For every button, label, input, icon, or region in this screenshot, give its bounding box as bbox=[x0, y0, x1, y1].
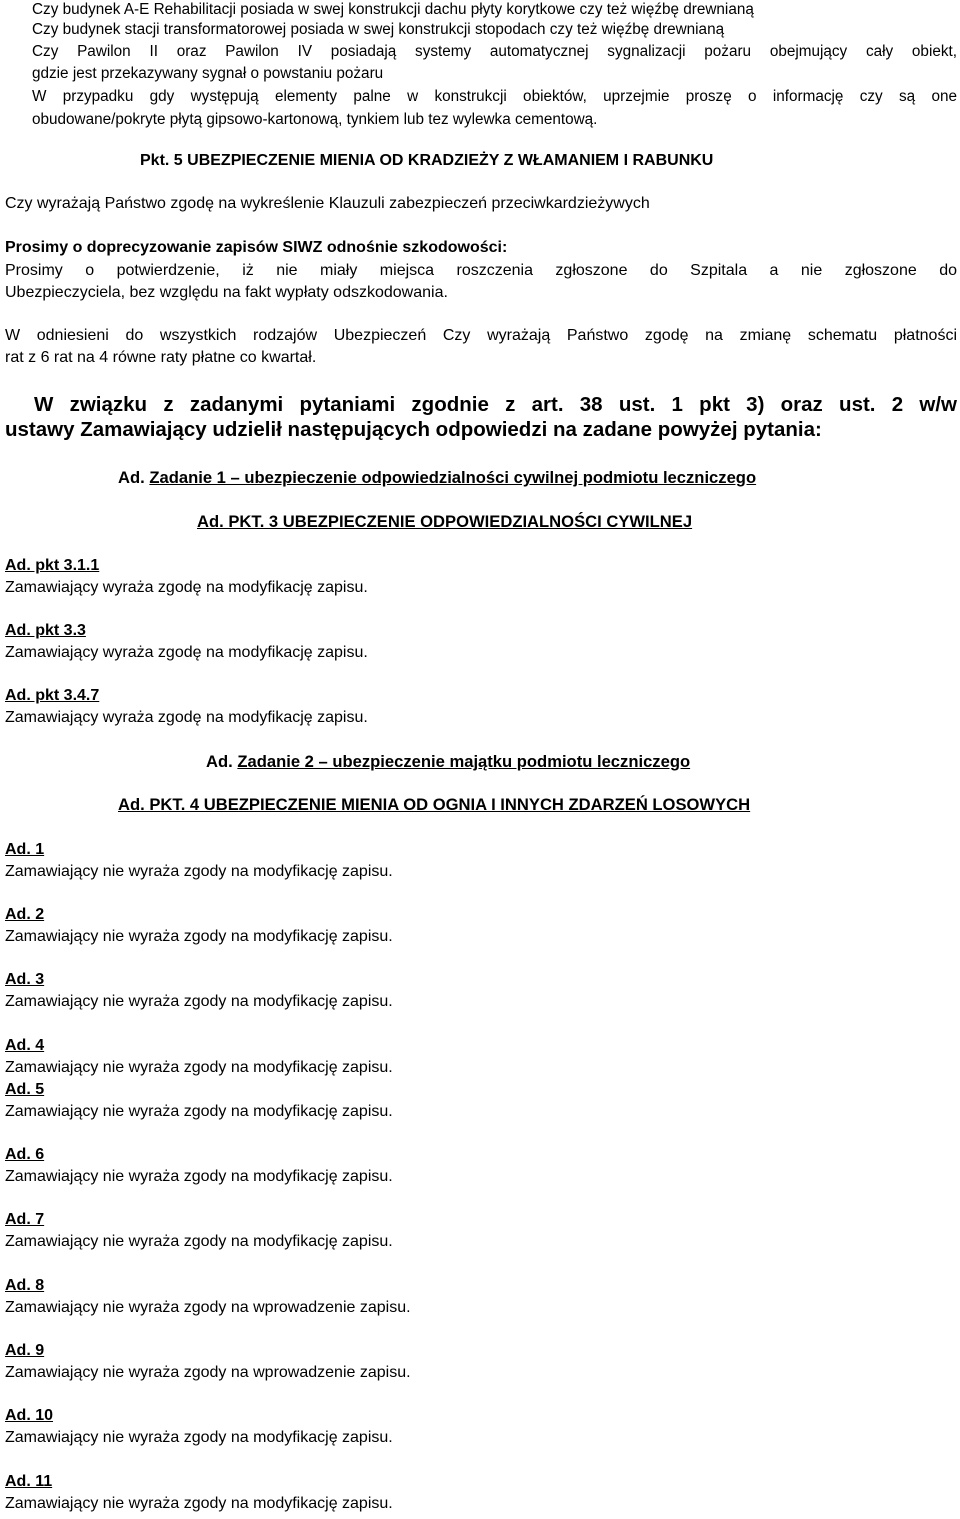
answer-label: Ad. 6 bbox=[5, 1146, 45, 1163]
answer-label: Ad. 1 bbox=[5, 841, 45, 858]
intro-line: W przypadku gdy występują elementy palne w konstrukcji obiektów, uprzejmie proszę o informację czy są one bbox=[32, 88, 957, 105]
zadanie2-ad-prefix: Ad. bbox=[206, 752, 233, 771]
answer-label: Ad. pkt 3.4.7 bbox=[5, 687, 100, 704]
answer-label: Ad. 8 bbox=[5, 1277, 45, 1294]
zadanie2-title-text: Zadanie 2 – ubezpieczenie majątku podmiotu leczniczego bbox=[237, 752, 691, 771]
answer-text: Zamawiający nie wyraża zgody na modyfikację zapisu. bbox=[5, 928, 393, 945]
intro-line: Czy budynek stacji transformatorowej posiada w swej konstrukcji stopodach czy też więźbę drewnianą bbox=[32, 21, 725, 38]
answer-label: Ad. pkt 3.1.1 bbox=[5, 557, 100, 574]
answer-text: Zamawiający nie wyraża zgody na modyfikację zapisu. bbox=[5, 863, 393, 880]
answer-text: Zamawiający nie wyraża zgody na modyfikację zapisu. bbox=[5, 1168, 393, 1185]
answer-intro-line: ustawy Zamawiający udzielił następujących odpowiedzi na zadane powyżej pytania: bbox=[5, 418, 822, 441]
szkodowosc-line: Prosimy o potwierdzenie, iż nie miały miejsca roszczenia zgłoszone do Szpitala a nie zgłoszone do bbox=[5, 262, 957, 279]
answer-label: Ad. 10 bbox=[5, 1407, 54, 1424]
answer-text: Zamawiający nie wyraża zgody na modyfikację zapisu. bbox=[5, 993, 393, 1010]
answer-text: Zamawiający wyraża zgodę na modyfikację zapisu. bbox=[5, 644, 368, 661]
zadanie1-title-text: Zadanie 1 – ubezpieczenie odpowiedzialności cywilnej podmiotu leczniczego bbox=[149, 468, 757, 487]
answer-text: Zamawiający wyraża zgodę na modyfikację zapisu. bbox=[5, 709, 368, 726]
answer-text: Zamawiający nie wyraża zgody na modyfikację zapisu. bbox=[5, 1103, 393, 1120]
szkodowosc-heading: Prosimy o doprecyzowanie zapisów SIWZ odnośnie szkodowości: bbox=[5, 239, 508, 256]
intro-line: obudowane/pokryte płytą gipsowo-kartonową, tynkiem lub tez wylewka cementową. bbox=[32, 111, 598, 128]
answer-text: Zamawiający nie wyraża zgody na modyfikację zapisu. bbox=[5, 1495, 393, 1512]
answer-label: Ad. 11 bbox=[5, 1473, 53, 1490]
zadanie1-ad-prefix: Ad. bbox=[118, 468, 145, 487]
pkt5-heading: Pkt. 5 UBEZPIECZENIE MIENIA OD KRADZIEŻY Z WŁAMANIEM I RABUNKU bbox=[140, 152, 714, 169]
answer-intro-line: W związku z zadanymi pytaniami zgodnie z art. 38 ust. 1 pkt 3) oraz ust. 2 w/w bbox=[34, 393, 957, 416]
answer-label: Ad. 4 bbox=[5, 1037, 45, 1054]
answer-text: Zamawiający nie wyraża zgody na modyfikację zapisu. bbox=[5, 1429, 393, 1446]
answer-label: Ad. pkt 3.3 bbox=[5, 622, 86, 639]
answer-text: Zamawiający nie wyraża zgody na wprowadzenie zapisu. bbox=[5, 1364, 411, 1381]
platnosci-line: W odniesieni do wszystkich rodzajów Ubezpieczeń Czy wyrażają Państwo zgodę na zmianę schematu płatności bbox=[5, 327, 957, 344]
answer-text: Zamawiający nie wyraża zgody na modyfikację zapisu. bbox=[5, 1059, 393, 1076]
zadanie1-title bbox=[118, 470, 756, 487]
answer-label: Ad. 3 bbox=[5, 971, 45, 988]
szkodowosc-line: Ubezpieczyciela, bez względu na fakt wypłaty odszkodowania. bbox=[5, 284, 448, 301]
answer-text: Zamawiający wyraża zgodę na modyfikację zapisu. bbox=[5, 579, 368, 596]
pkt5-question: Czy wyrażają Państwo zgodę na wykreślenie Klauzuli zabezpieczeń przeciwkardzieżywych bbox=[5, 195, 650, 212]
zadanie1-pkt-heading: Ad. PKT. 3 UBEZPIECZENIE ODPOWIEDZIALNOŚCI CYWILNEJ bbox=[197, 512, 693, 531]
intro-line: Czy budynek A-E Rehabilitacji posiada w swej konstrukcji dachu płyty korytkowe czy też więźbę drewnianą bbox=[32, 1, 754, 18]
answer-label: Ad. 9 bbox=[5, 1342, 45, 1359]
zadanie2-title bbox=[206, 754, 690, 771]
platnosci-line: rat z 6 rat na 4 równe raty płatne co kwartał. bbox=[5, 349, 317, 366]
intro-line: gdzie jest przekazywany sygnał o powstaniu pożaru bbox=[32, 65, 384, 82]
zadanie2-pkt-heading: Ad. PKT. 4 UBEZPIECZENIE MIENIA OD OGNIA I INNYCH ZDARZEŃ LOSOWYCH bbox=[118, 795, 751, 814]
answer-label: Ad. 2 bbox=[5, 906, 45, 923]
answer-label: Ad. 7 bbox=[5, 1211, 45, 1228]
answer-label: Ad. 5 bbox=[5, 1081, 45, 1098]
intro-line: Czy Pawilon II oraz Pawilon IV posiadają systemy automatycznej sygnalizacji pożaru obejmujący cały obiekt, bbox=[32, 43, 957, 60]
answer-text: Zamawiający nie wyraża zgody na wprowadzenie zapisu. bbox=[5, 1299, 411, 1316]
answer-text: Zamawiający nie wyraża zgody na modyfikację zapisu. bbox=[5, 1233, 393, 1250]
